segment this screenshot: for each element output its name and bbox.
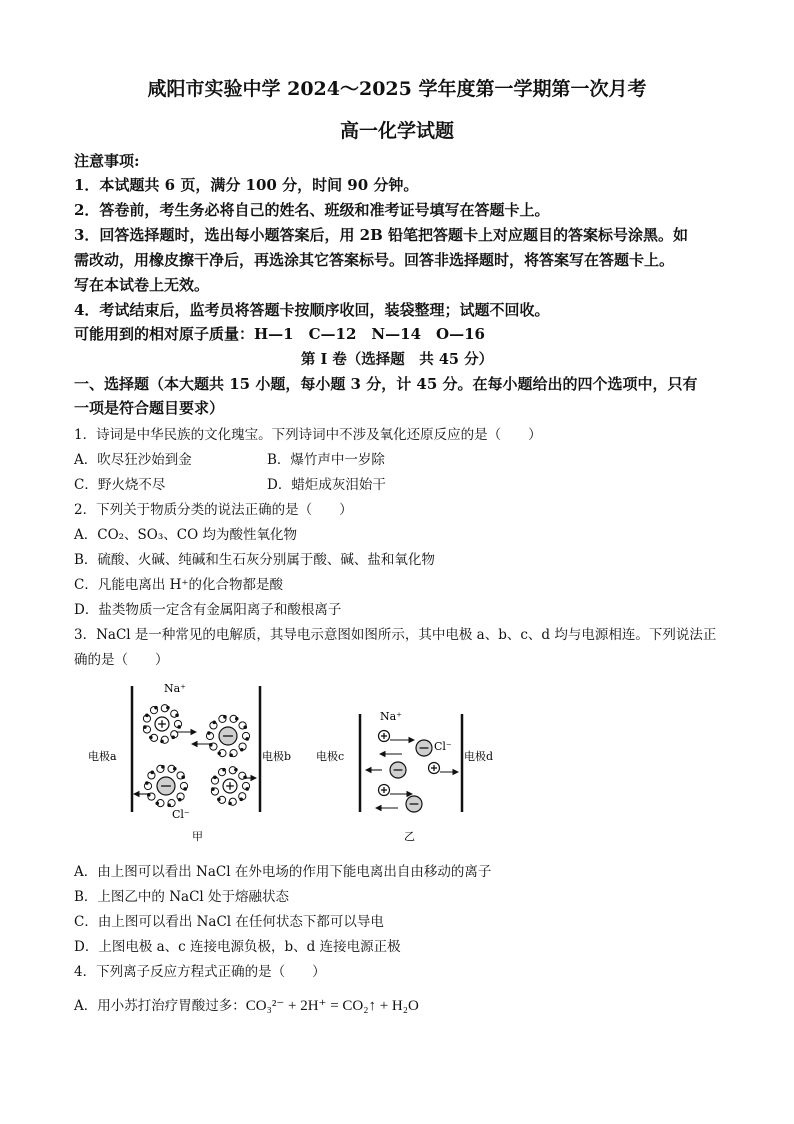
q1-option-c: C．野火烧不尽 bbox=[74, 477, 166, 493]
electrode-c-label: 电极c bbox=[316, 750, 345, 763]
electrode-a-label: 电极a bbox=[88, 750, 117, 763]
water-hydrogen bbox=[234, 768, 238, 772]
q4-option-a-formula: CO₃²⁻ + 2H⁺ = CO₂↑ + H₂O bbox=[245, 998, 419, 1014]
water-hydrogen bbox=[166, 706, 170, 710]
q1-option-b: B．爆竹声中一岁除 bbox=[267, 452, 385, 468]
water-hydrogen bbox=[239, 798, 243, 802]
q1-stem: 1．诗词是中华民族的文化瑰宝。下列诗词中不涉及氧化还原反应的是（ ） bbox=[74, 427, 542, 443]
q2-option-d: D．盐类物质一定含有金属阳离子和酸根离子 bbox=[74, 602, 342, 618]
water-hydrogen bbox=[150, 771, 154, 775]
water-hydrogen bbox=[223, 715, 227, 719]
q1-option-a: A．吹尽狂沙始到金 bbox=[74, 452, 192, 468]
water-hydrogen bbox=[229, 753, 233, 757]
q3-stem: 3．NaCl 是一种常见的电解质，其导电示意图如图所示，其中电极 a、b、c、d 均与电源相连。下列说法正 bbox=[74, 627, 717, 643]
water-hydrogen bbox=[240, 748, 244, 752]
na-ion-label-left: Na⁺ bbox=[164, 682, 186, 695]
exam-title: 咸阳市实验中学 2024～2025 学年度第一学期第一次月考 bbox=[147, 78, 647, 100]
na-ion-label-right: Na⁺ bbox=[380, 710, 402, 723]
notice-item-3-cont: 需改动，用橡皮擦干净后，再选涂其它答案标号。回答非选择题时，将答案写在答题卡上。 bbox=[74, 251, 675, 269]
q1-option-d: D．蜡炬成灰泪始干 bbox=[267, 477, 386, 493]
water-hydrogen bbox=[173, 767, 177, 771]
q3-option-b: B．上图乙中的 NaCl 处于熔融状态 bbox=[74, 889, 290, 905]
electrode-d-label: 电极d bbox=[464, 750, 494, 763]
water-hydrogen bbox=[181, 775, 185, 779]
water-hydrogen bbox=[177, 725, 181, 729]
section-instruction: 一、选择题（本大题共 15 小题，每小题 3 分，计 45 分。在每小题给出的四个选项中，只有 bbox=[74, 375, 698, 393]
atomic-mass-line: 可能用到的相对原子质量：H—1 C—12 N—14 O—16 bbox=[74, 325, 485, 343]
water-hydrogen bbox=[228, 802, 232, 806]
section-title: 第 I 卷（选择题 共 45 分） bbox=[300, 351, 494, 368]
water-hydrogen bbox=[145, 714, 149, 718]
water-hydrogen bbox=[245, 737, 249, 741]
water-hydrogen bbox=[171, 736, 175, 740]
panel-jia bbox=[88, 682, 291, 843]
water-hydrogen bbox=[183, 787, 187, 791]
water-hydrogen bbox=[143, 725, 147, 729]
exam-subtitle: 高一化学试题 bbox=[339, 120, 454, 142]
q4-option-a bbox=[74, 994, 419, 1015]
q2-stem: 2．下列关于物质分类的说法正确的是（ ） bbox=[74, 502, 353, 518]
water-hydrogen bbox=[207, 731, 211, 735]
water-hydrogen bbox=[154, 706, 158, 710]
q2-option-c: C．凡能电离出 H⁺的化合物都是酸 bbox=[74, 577, 284, 593]
hydrated-ions bbox=[134, 705, 256, 807]
notice-item-2: 2．答卷前，考生务必将自己的姓名、班级和准考证号填写在答题卡上。 bbox=[74, 201, 550, 219]
notice-item-3-cont2: 写在本试卷上无效。 bbox=[74, 276, 210, 294]
caption-jia: 甲 bbox=[192, 830, 203, 843]
water-hydrogen bbox=[222, 768, 226, 772]
water-hydrogen bbox=[155, 802, 159, 806]
q4-stem: 4．下列离子反应方程式正确的是（ ） bbox=[74, 964, 326, 980]
water-hydrogen bbox=[160, 740, 164, 744]
notice-item-4: 4．考试结束后，监考员将答题卡按顺序收回，装袋整理；试题不回收。 bbox=[74, 301, 550, 319]
panel-yi bbox=[316, 710, 493, 843]
q2-option-b: B．硫酸、火碱、纯碱和生石灰分别属于酸、碱、盐和氧化物 bbox=[74, 552, 435, 568]
water-hydrogen bbox=[175, 713, 179, 717]
water-hydrogen bbox=[217, 752, 221, 756]
water-hydrogen bbox=[212, 721, 216, 725]
q3-option-d: D．上图电极 a、c 连接电源负极，b、d 连接电源正极 bbox=[74, 939, 401, 955]
water-hydrogen bbox=[178, 798, 182, 802]
water-hydrogen bbox=[161, 765, 165, 769]
water-hydrogen bbox=[217, 798, 221, 802]
q3-option-a: A．由上图可以看出 NaCl 在外电场的作用下能电离出自由移动的离子 bbox=[74, 864, 492, 880]
water-hydrogen bbox=[213, 776, 217, 780]
cl-ion-label-right: Cl⁻ bbox=[434, 740, 452, 753]
q3-option-c: C．由上图可以看出 NaCl 在任何状态下都可以导电 bbox=[74, 914, 384, 930]
water-hydrogen bbox=[235, 717, 239, 721]
q3-stem-cont: 确的是（ ） bbox=[74, 652, 169, 668]
electrode-b-label: 电极b bbox=[262, 750, 292, 763]
water-hydrogen bbox=[243, 725, 247, 729]
water-hydrogen bbox=[245, 787, 249, 791]
notice-item-3: 3．回答选择题时，选出每小题答案后，用 2B 铅笔把答题卡上对应题目的答案标号涂黑。如 bbox=[74, 226, 689, 244]
caption-yi: 乙 bbox=[404, 830, 415, 843]
q4-option-a-text: A．用小苏打治疗胃酸过多： bbox=[74, 998, 246, 1014]
water-hydrogen bbox=[211, 787, 215, 791]
water-hydrogen bbox=[167, 803, 171, 807]
cl-ion-label-left: Cl⁻ bbox=[172, 808, 190, 821]
notice-heading: 注意事项: bbox=[74, 152, 140, 170]
q2-option-a: A．CO₂、SO₃、CO 均为酸性氧化物 bbox=[74, 527, 297, 543]
water-hydrogen bbox=[145, 781, 149, 785]
notice-item-1: 1．本试题共 6 页，满分 100 分，时间 90 分钟。 bbox=[74, 176, 419, 194]
nacl-conduction-diagram bbox=[84, 674, 524, 850]
water-hydrogen bbox=[149, 736, 153, 740]
section-instruction-cont: 一项是符合题目要求） bbox=[74, 399, 225, 417]
